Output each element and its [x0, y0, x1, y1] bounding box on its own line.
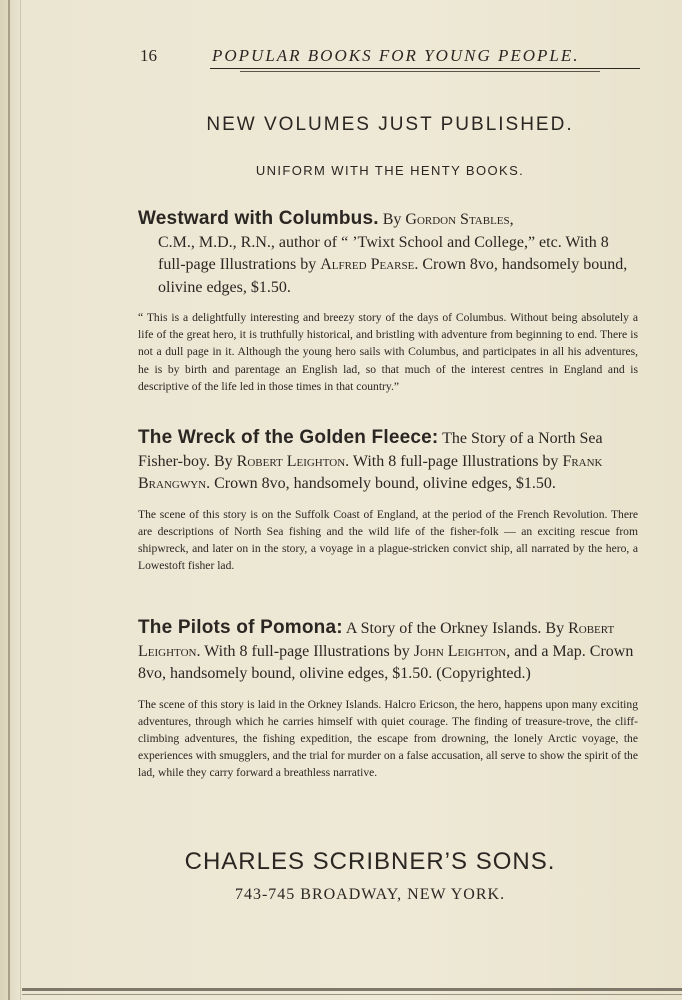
book-subtitle: The Story of a North Sea Fisher-boy.: [138, 430, 603, 470]
book-header: [138, 208, 638, 299]
announcement-heading: NEW VOLUMES JUST PUBLISHED.: [206, 114, 574, 135]
announcement-subheading: UNIFORM WITH THE HENTY BOOKS.: [255, 163, 525, 178]
book-by: By: [382, 211, 402, 228]
book-illustrator: John Leighton,: [413, 642, 511, 660]
running-title: POPULAR BOOKS FOR YOUNG PEOPLE.: [212, 46, 580, 65]
book-author: Robert Leighton.: [138, 620, 615, 660]
book-details-edition: and a Map. Crown 8vo, handsomely bound, olivine edges, $1.50. (Copyrighted.): [138, 642, 634, 682]
running-header: [140, 44, 640, 70]
book-by: By: [213, 452, 233, 470]
book-by: By: [545, 620, 565, 637]
book-author: Robert Leighton.: [236, 452, 350, 470]
book-header: [138, 427, 638, 496]
publisher-name: CHARLES SCRIBNER’S SONS.: [184, 848, 556, 875]
page-edge-line-inner: [20, 0, 21, 1000]
book-header: [138, 617, 638, 686]
book-details-edition: Crown 8vo, handsomely bound, olivine edges, $1.50.: [158, 256, 628, 296]
book-entry: [138, 208, 638, 395]
book-entry: [138, 617, 638, 782]
bottom-rule-secondary: [22, 994, 682, 995]
book-description: “ This is a delightfully interesting and breezy story of the days of Columbus. Without being absolutely a life of the great hero, it is truthfully historical, and bristling with adventure from beginning to end. There is not a dull page in it. Although the young hero sails with Columbus, and participates in all his adventures, he is by birth and parentage an English lad, so that much of the interest centres in England and is descriptive of the life led in those times in that country.”: [138, 311, 638, 393]
header-rule-secondary: [240, 71, 600, 72]
bottom-rule: [22, 988, 682, 991]
book-title: The Pilots of Pomona:: [138, 617, 343, 638]
book-details: With 8 full-page Illustrations by: [204, 642, 410, 660]
page-edge-line: [8, 0, 10, 1000]
book-title: Westward with Columbus.: [138, 208, 379, 229]
book-details: C.M., M.D., R.N., author of “ ’Twixt School and College,” etc. With 8 full-page Illustrations by: [158, 233, 609, 273]
header-rule: [210, 68, 640, 69]
book-illustrator: Alfred Pearse.: [320, 256, 419, 273]
book-description: The scene of this story is laid in the Orkney Islands. Halcro Ericson, the hero, happens upon many exciting adventures, through which he carries himself with quiet courage. The finding of treasure-trove, the cliff-climbing adventures, the fishing expedition, the escape from drowning, the lonely Arctic voyage, the experiences with smugglers, and the trial for murder on a false accusation, all serve to show the spirit of the lad, while they carry forward a breathless narrative.: [138, 697, 638, 780]
book-entry: [138, 427, 638, 574]
book-title: The Wreck of the Golden Fleece:: [138, 427, 439, 448]
book-author: Gordon Stables,: [405, 211, 514, 228]
page-number: 16: [140, 46, 157, 65]
book-details: With 8 full-page Illustrations by: [352, 452, 559, 470]
publisher-address: 743-745 BROADWAY, NEW YORK.: [234, 886, 506, 903]
book-illustrator: Frank Brangwyn.: [138, 452, 603, 492]
book-description: The scene of this story is on the Suffolk Coast of England, at the period of the French Revolution. There are descriptions of North Sea fishing and the wild life of the fisher-folk — an exciting rescue from shipwreck, and later on in the story, a voyage in a plague-stricken convict ship, all narrated by the hero, a Lowestoft fisher lad.: [138, 507, 638, 573]
book-details-block: [138, 232, 638, 300]
book-subtitle: A Story of the Orkney Islands.: [345, 620, 542, 637]
book-details-edition: Crown 8vo, handsomely bound, olivine edges, $1.50.: [214, 475, 556, 492]
